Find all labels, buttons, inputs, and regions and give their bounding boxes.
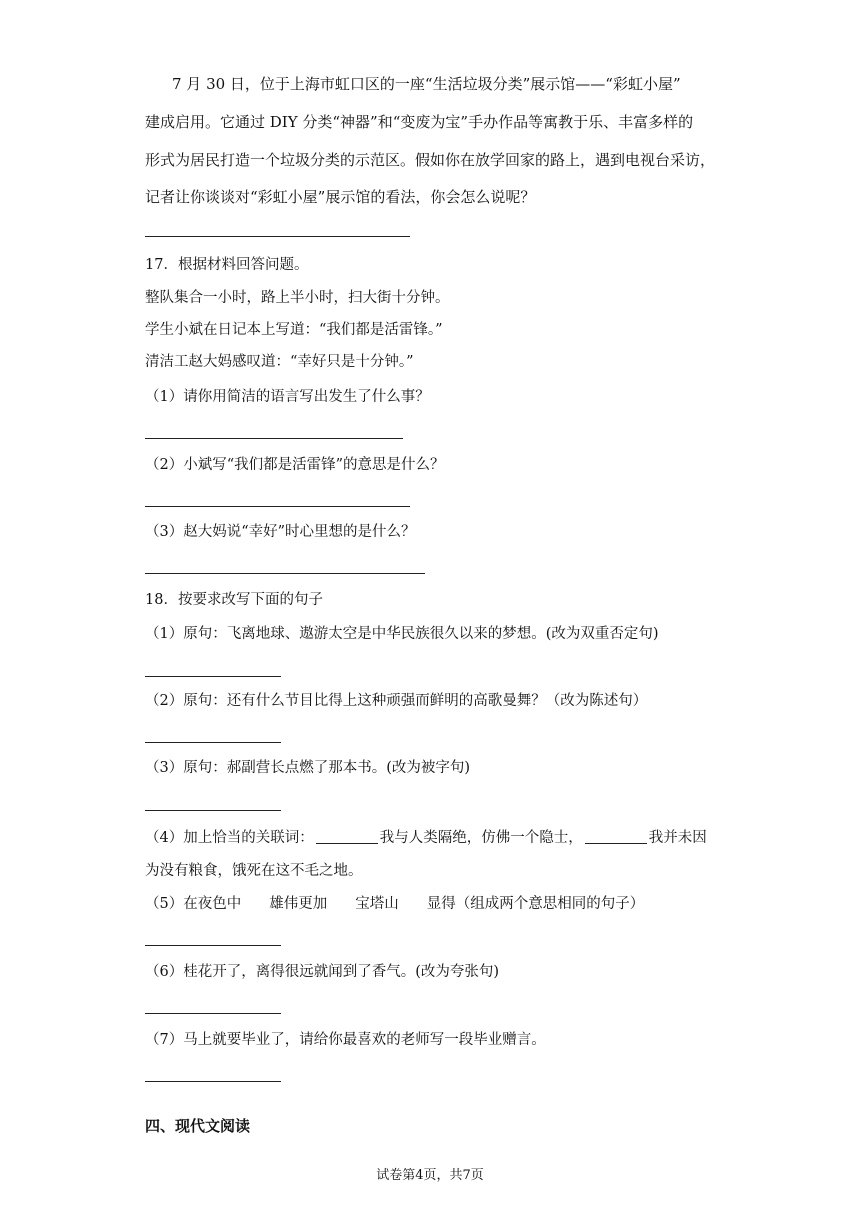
q18-s6: （6）桂花开了，离得很远就闻到了香气。(改为夸张句) bbox=[145, 964, 500, 980]
q17-sub-2: （2）小斌写“我们都是活雷锋”的意思是什么？ bbox=[145, 457, 445, 473]
fill-blank-2[interactable] bbox=[585, 828, 647, 844]
q18-s2: （2）原句：还有什么节目比得上这种顽强而鲜明的高歌曼舞？（改为陈述句） bbox=[145, 693, 648, 709]
q18-s4-prefix: （4）加上恰当的关联词： bbox=[145, 830, 314, 846]
q17-title: 17．根据材料回答问题。 bbox=[145, 257, 309, 273]
answer-line-17-1[interactable] bbox=[145, 438, 403, 439]
answer-line-18-2[interactable] bbox=[145, 742, 281, 743]
q17-material-3: 清洁工赵大妈感叹道：“幸好只是十分钟。” bbox=[145, 354, 414, 370]
q17-sub-1: （1）请你用简洁的语言写出发生了什么事？ bbox=[145, 389, 430, 405]
section-heading: 四、现代文阅读 bbox=[145, 1117, 251, 1135]
q18-s5 bbox=[145, 894, 644, 914]
q18-s4-suffix: 我并未因 bbox=[648, 830, 707, 846]
page-footer: 试卷第4页，共7页 bbox=[376, 1168, 484, 1183]
q17-material-1: 整队集合一小时，路上半小时，扫大街十分钟。 bbox=[145, 290, 450, 306]
q17-sub-3: （3）赵大妈说“幸好”时心里想的是什么？ bbox=[145, 524, 416, 540]
intro-line-4: 记者让你谈谈对“彩虹小屋”展示馆的看法，你会怎么说呢？ bbox=[145, 188, 536, 206]
intro-line-2: 建成启用。它通过 DIY 分类“神器”和“变废为宝”手办作品等寓教于乐、丰富多样的 bbox=[145, 113, 694, 131]
answer-line-18-6[interactable] bbox=[145, 1013, 281, 1014]
q18-s5-prefix: （5）在夜色中 bbox=[145, 896, 242, 912]
answer-line-18-3[interactable] bbox=[145, 810, 281, 811]
q18-s4-mid: 我与人类隔绝，仿佛一个隐士， bbox=[379, 830, 583, 846]
fill-blank-1[interactable] bbox=[316, 828, 378, 844]
answer-line-18-7[interactable] bbox=[145, 1081, 281, 1082]
q18-s7: （7）马上就要毕业了，请给你最喜欢的老师写一段毕业赠言。 bbox=[145, 1032, 546, 1048]
answer-line-18-1[interactable] bbox=[145, 676, 281, 677]
intro-line-3: 形式为居民打造一个垃圾分类的示范区。假如你在放学回家的路上，遇到电视台采访， bbox=[145, 151, 716, 169]
q17-material-2: 学生小斌在日记本上写道：“我们都是活雷锋。” bbox=[145, 322, 443, 338]
q18-s5-word-3: 宝塔山 bbox=[355, 896, 399, 912]
intro-line-1: 7 月 30 日，位于上海市虹口区的一座“生活垃圾分类”展示馆——“彩虹小屋” bbox=[172, 75, 681, 93]
answer-line-17-2[interactable] bbox=[145, 506, 410, 507]
q18-s5-word-4: 显得（组成两个意思相同的句子） bbox=[426, 896, 645, 912]
q18-title: 18．按要求改写下面的句子 bbox=[145, 592, 323, 608]
q18-s3: （3）原句：郝副营长点燃了那本书。(改为被字句) bbox=[145, 760, 471, 776]
q18-s1: （1）原句：飞离地球、遨游太空是中华民族很久以来的梦想。(改为双重否定句) bbox=[145, 626, 659, 642]
answer-line-16[interactable] bbox=[145, 236, 410, 237]
answer-line-17-3[interactable] bbox=[145, 573, 425, 574]
q18-s4 bbox=[145, 828, 707, 848]
answer-line-18-5[interactable] bbox=[145, 945, 281, 946]
q18-s5-word-2: 雄伟更加 bbox=[269, 896, 328, 912]
q18-s4-line2: 为没有粮食，饿死在这不毛之地。 bbox=[145, 863, 363, 879]
